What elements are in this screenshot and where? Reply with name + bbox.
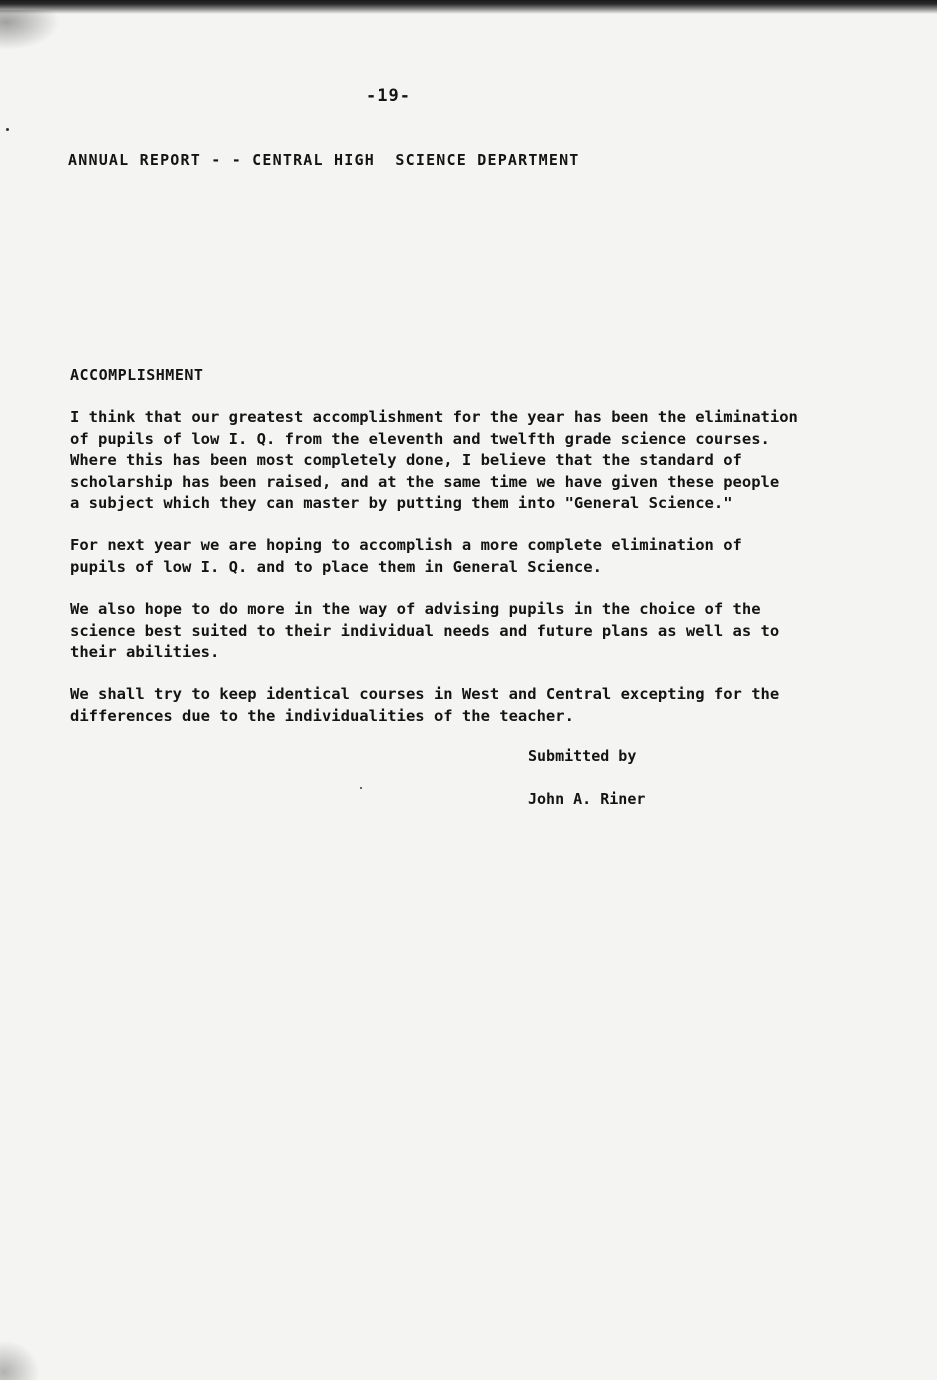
scan-top-edge: [0, 0, 937, 14]
scan-smudge: [0, 10, 60, 50]
section-heading: ACCOMPLISHMENT: [70, 366, 204, 384]
scan-speck: [6, 128, 9, 131]
page-number: -19-: [366, 86, 411, 106]
paragraph: We shall try to keep identical courses in West and Central excepting for the differences due to the individualities of the teacher.: [70, 685, 780, 725]
scan-speck: [360, 787, 362, 789]
signature-name: John A. Riner: [528, 790, 646, 808]
paragraph: We also hope to do more in the way of advising pupils in the choice of the science best suited to their individual needs and future plans as well as to their abilities.: [70, 600, 780, 661]
closing-line: Submitted by: [528, 747, 637, 765]
report-title: ANNUAL REPORT - - CENTRAL HIGH SCIENCE DEPARTMENT: [68, 151, 580, 169]
scan-smudge: [0, 1340, 40, 1380]
paragraph: For next year we are hoping to accomplish a more complete elimination of pupils of low I. Q. and to place them in General Science.: [70, 536, 742, 576]
paragraph: I think that our greatest accomplishment for the year has been the elimination of pupils of low I. Q. from the eleventh and twelfth grade science courses. Where this has been most completely done, I believe that the standard of scholarship has been raised, and at the same time we have given these people a subject which they can master by putting them into "General Science.": [70, 408, 798, 512]
